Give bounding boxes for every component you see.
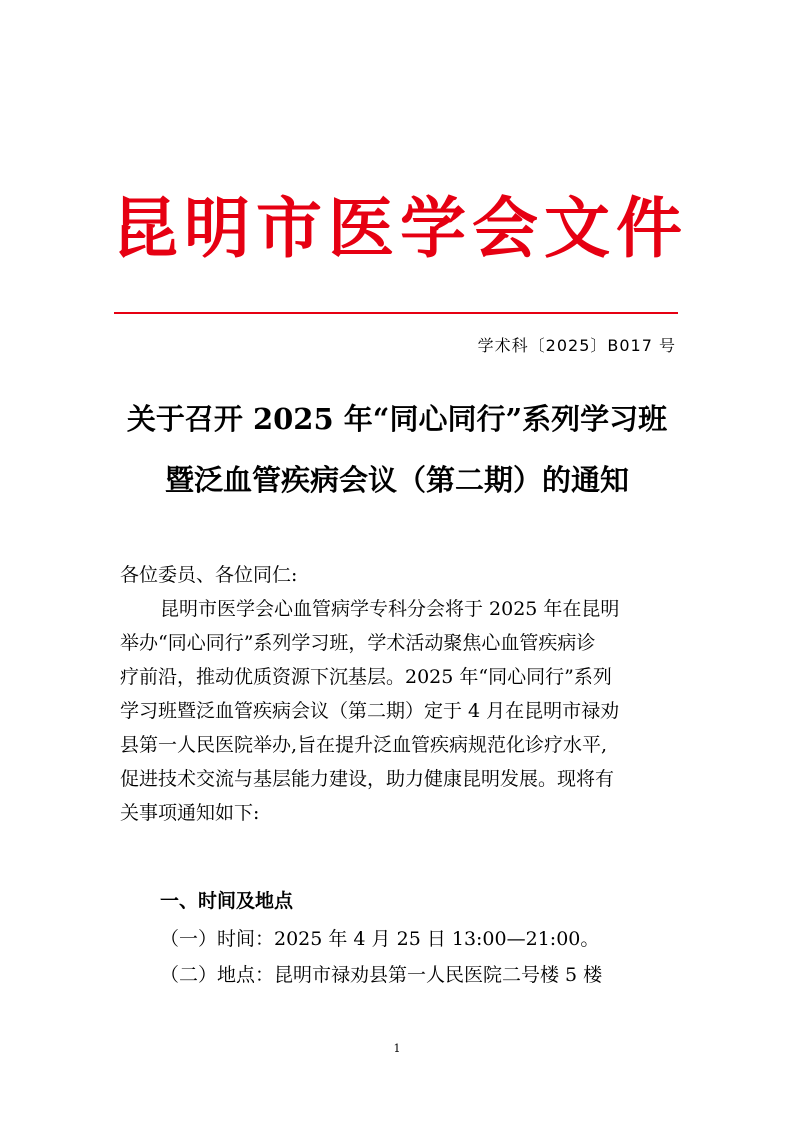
org-header (112, 180, 682, 276)
page-number: 1 (393, 1042, 401, 1055)
paragraph-line: 昆明市医学会心血管病学专科分会将于 2025 年在昆明 (160, 598, 620, 620)
document-number: 学术科〔2025〕B017 号 (477, 336, 676, 355)
paragraph-line: 县第一人民医院举办,旨在提升泛血管疾病规范化诊疗水平, (120, 734, 608, 756)
paragraph-line: 疗前沿，推动优质资源下沉基层。2025 年“同心同行”系列 (120, 666, 612, 688)
header-char: 昆 (112, 189, 178, 267)
section-heading: 一、时间及地点 (160, 890, 294, 912)
salutation: 各位委员、各位同仁: (120, 564, 298, 586)
header-char: 文 (544, 189, 610, 267)
paragraph-line: 学习班暨泛血管疾病会议（第二期）定于 4 月在昆明市禄劝 (120, 700, 620, 722)
paragraph-line: 促进技术交流与基层能力建设，助力健康昆明发展。现将有 (120, 768, 615, 790)
paragraph-line: 关事项通知如下: (120, 802, 260, 824)
red-divider (114, 312, 678, 314)
place-item: （二）地点：昆明市禄劝县第一人民医院二号楼 5 楼 (160, 964, 603, 986)
time-item: （一）时间：2025 年 4 月 25 日 13:00—21:00。 (160, 928, 600, 950)
body-paragraph (120, 592, 676, 830)
header-char: 明 (184, 189, 250, 267)
header-char: 医 (328, 189, 394, 267)
header-char: 市 (256, 189, 322, 267)
paragraph-line: 举办“同心同行”系列学习班，学术活动聚焦心血管疾病诊 (120, 632, 596, 654)
header-char: 件 (616, 189, 682, 267)
header-char: 学 (400, 189, 466, 267)
header-char: 会 (472, 189, 538, 267)
title-line-2: 暨泛血管疾病会议（第二期）的通知 (164, 463, 629, 497)
title-line-1: 关于召开 2025 年“同心同行”系列学习班 (126, 402, 668, 436)
